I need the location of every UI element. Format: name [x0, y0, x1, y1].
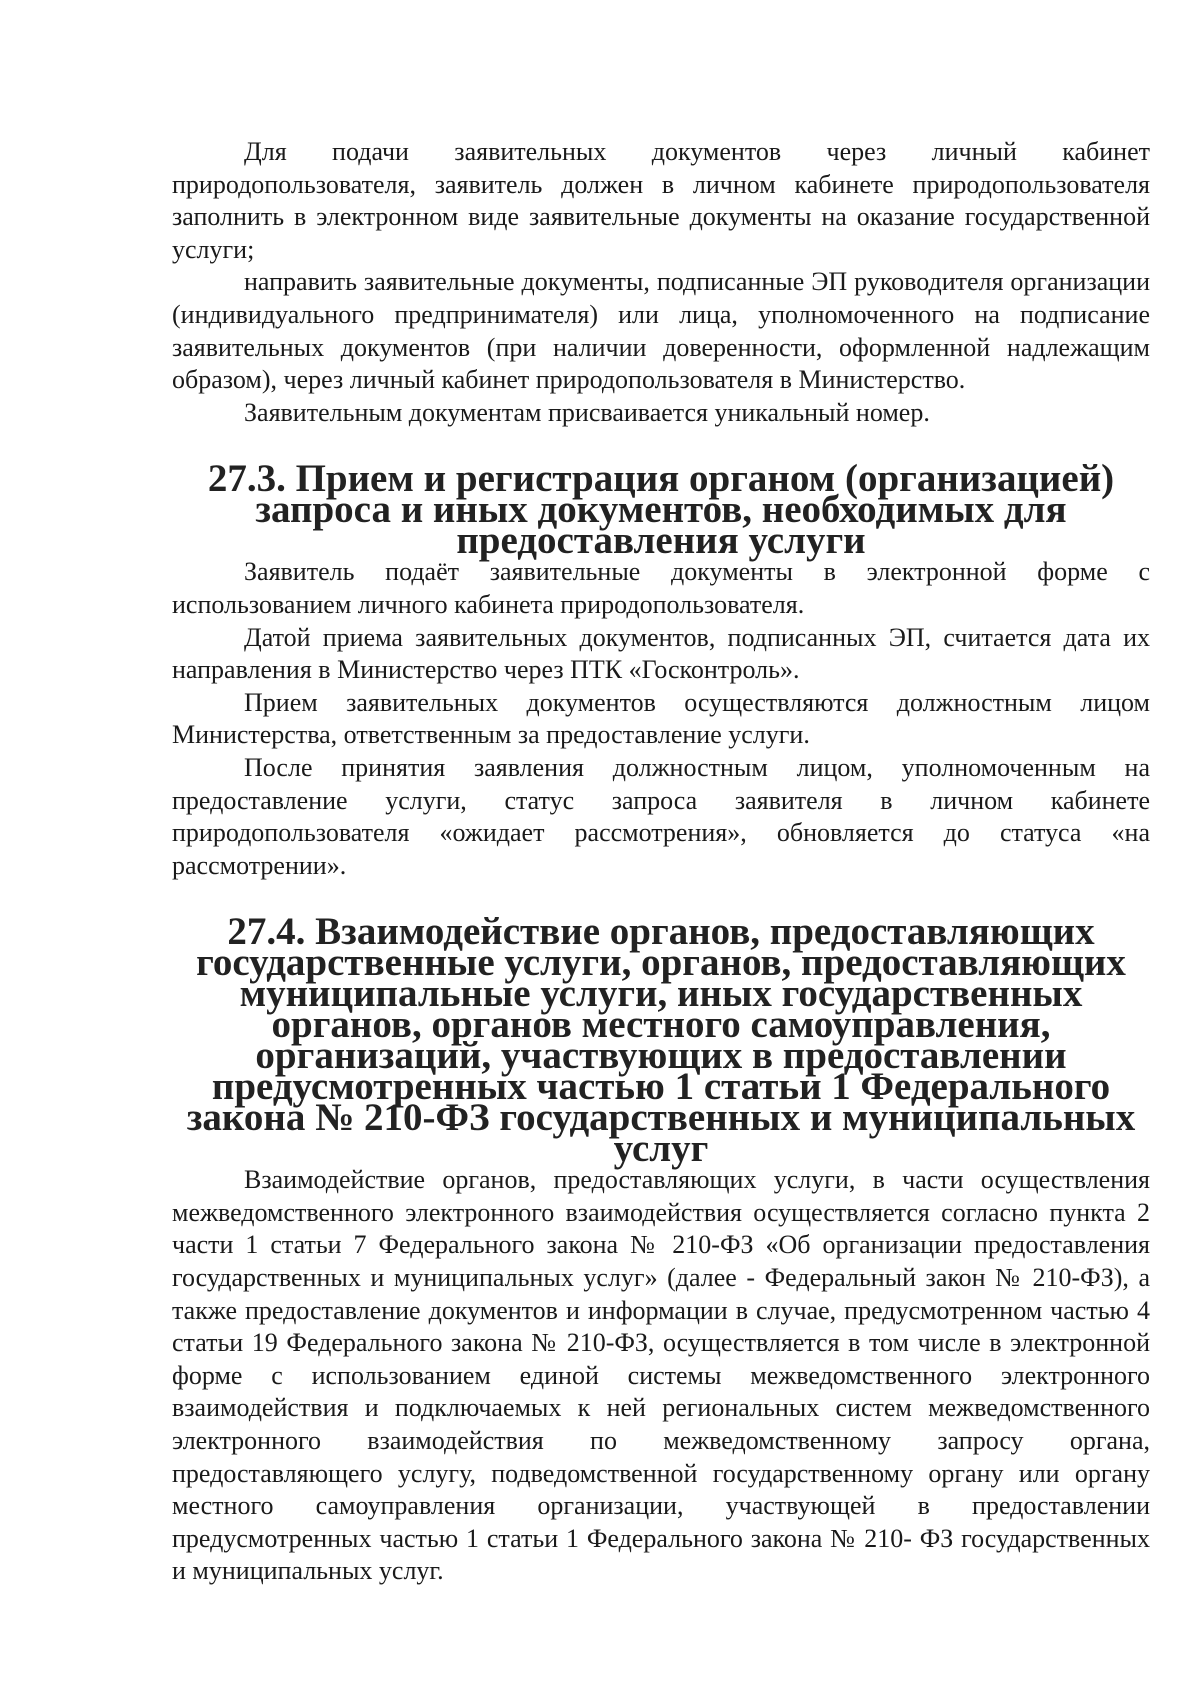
intro-paragraph-1: Для подачи заявительных документов через личный кабинет природопользователя, заявитель должен в личном кабинете природопользователя заполнить в электронном виде заявительные документы на оказание государственной услуги; — [172, 137, 1150, 264]
section-27-3-paragraph-1: Заявитель подаёт заявительные документы в электронной форме с использованием личного кабинета природопользователя. — [172, 557, 1150, 619]
section-27-3-paragraph-4: После принятия заявления должностным лицом, уполномоченным на предоставление услуги, статус запроса заявителя в личном кабинете природопользователя «ожидает рассмотрения», обновляется до статуса «на рассмотрении». — [172, 752, 1150, 880]
section-27-3-paragraph-2: Датой приема заявительных документов, подписанных ЭП, считается дата их направления в Министерство через ПТК «Госконтроль». — [172, 622, 1150, 685]
section-27-4-heading: 27.4. Взаимодействие органов, предоставляющих государственные услуги, органов, предоставляющих муниципальные услуги, иных государственных органов, органов местного самоуправления, организаций, участвующих в предоставлении предусмотренных частью 1 статьи 1 Федерального закона № 210-ФЗ государственных и муниципальных услуг — [186, 910, 1136, 1171]
section-27-4-paragraph-1: Взаимодействие органов, предоставляющих услуги, в части осуществления межведомственного электронного взаимодействия осуществляется согласно пункта 2 части 1 статьи 7 Федерального закона № 210-ФЗ «Об организации предоставления государственных и муниципальных услуг» (далее - Федеральный закон № 210-ФЗ), а также предоставление документов и информации в случае, предусмотренном частью 4 статьи 19 Федерального закона № 210-ФЗ, осуществляется в том числе в электронной форме с использованием единой системы межведомственного электронного взаимодействия и подключаемых к ней региональных систем межведомственного электронного взаимодействия по межведомственному запросу органа, предоставляющего услугу, подведомственной государственному органу или органу местного самоуправления организации, участвующей в предоставлении предусмотренных частью 1 статьи 1 Федерального закона № 210- ФЗ государственных и муниципальных услуг. — [172, 1165, 1150, 1586]
intro-paragraph-2: направить заявительные документы, подписанные ЭП руководителя организации (индивидуального предпринимателя) или лица, уполномоченного на подписание заявительных документов (при наличии доверенности, оформленной надлежащим образом), через личный кабинет природопользователя в Министерство. — [172, 267, 1150, 395]
section-27-3-paragraph-3: Прием заявительных документов осуществляются должностным лицом Министерства, ответственным за предоставление услуги. — [172, 687, 1150, 750]
document-page — [172, 136, 1150, 1588]
intro-paragraph-3: Заявительным документам присваивается уникальный номер. — [244, 397, 930, 427]
section-27-3-heading: 27.3. Прием и регистрация органом (организацией) запроса и иных документов, необходимых для предоставления услуги — [207, 457, 1115, 563]
